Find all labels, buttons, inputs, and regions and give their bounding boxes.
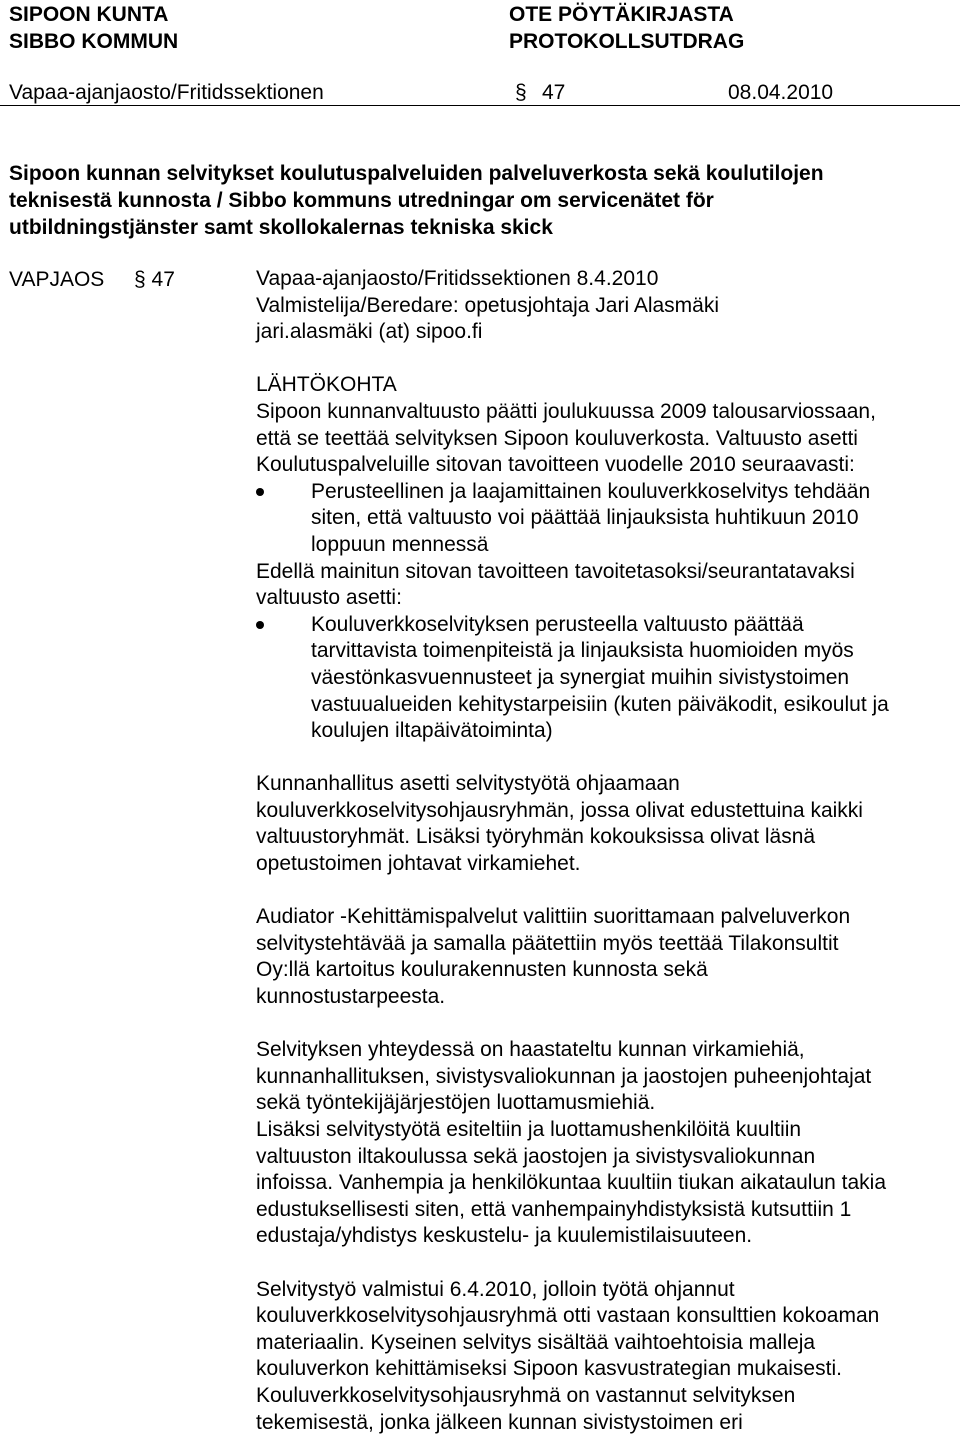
text-line: Oy:llä kartoitus koulurakennusten kunnosta sekä — [256, 958, 708, 982]
item-section-mark: § — [134, 268, 146, 291]
text-line: loppuun mennessä — [311, 532, 489, 556]
meeting-reference: Vapaa-ajanjaosto/Fritidssektionen 8.4.2010 — [256, 267, 659, 290]
text-line: edustaja/yhdistys keskustelu- ja kuulemistilaisuuteen. — [256, 1224, 753, 1248]
item-title-line: Sipoon kunnan selvitykset koulutuspalveluiden palveluverkosta sekä koulutilojen — [9, 162, 824, 185]
item-title-line: utbildningstjänster samt skollokalernas tekniska skick — [9, 216, 553, 239]
text-line: Kouluverkkoselvitysohjausryhmä on vastannut selvityksen — [256, 1383, 796, 1407]
paragraph — [256, 904, 956, 1010]
text-line: sekä työntekijäjärjestöjen luottamusmiehiä. — [256, 1091, 656, 1115]
text-line: Audiator -Kehittämispalvelut valittiin suorittamaan palveluverkon — [256, 905, 851, 929]
paragraph — [256, 1277, 956, 1436]
text-line: koulujen iltapäivätoiminta) — [311, 719, 553, 743]
text-line: tekemisestä, jonka jälkeen kunnan sivistystoimen eri — [256, 1410, 743, 1434]
preparer: Valmistelija/Beredare: opetusjohtaja Jari Alasmäki — [256, 293, 720, 317]
text-line: Edellä mainitun sitovan tavoitteen tavoitetasoksi/seurantatavaksi — [256, 559, 855, 583]
municipality-name-sv: SIBBO KOMMUN — [9, 30, 179, 53]
item-title — [9, 160, 949, 241]
section-heading: LÄHTÖKOHTA — [256, 373, 397, 397]
text-line: kouluverkkoselvitysohjausryhmän, jossa olivat edustettuina kaikki — [256, 798, 863, 822]
text-line: siten, että valtuusto voi päättää linjauksista huhtikuun 2010 — [311, 506, 859, 530]
bullet-icon — [256, 621, 264, 629]
text-line: valtuustoryhmät. Lisäksi työryhmän kokouksissa olivat läsnä — [256, 825, 816, 849]
header-rule — [0, 105, 960, 106]
text-line: Perusteellinen ja laajamittainen kouluverkkoselvitys tehdään — [311, 479, 871, 503]
item-title-line: teknisestä kunnosta / Sibbo kommuns utredningar om servicenätet för — [9, 189, 714, 212]
text-line: kouluverkkoselvitysohjausryhmä otti vastaan konsulttien kokoaman — [256, 1304, 880, 1328]
section-number: 47 — [542, 81, 566, 104]
text-line: Lisäksi selvitystyötä esiteltiin ja luottamushenkilöitä kuultiin — [256, 1118, 802, 1141]
bullet-item — [256, 479, 956, 559]
bullet-item — [256, 612, 956, 745]
item-reference — [9, 266, 175, 293]
text-line: valtuuston iltakoulussa sekä jaostojen ja sivistysvaliokunnan — [256, 1144, 816, 1168]
text-line: että se teettää selvityksen Sipoon kouluverkosta. Valtuusto asetti — [256, 426, 858, 450]
item-label: VAPJAOS — [9, 268, 105, 291]
text-line: Koulutuspalveluille sitovan tavoitteen vuodelle 2010 seuraavasti: — [256, 453, 855, 477]
text-line: Kunnanhallitus asetti selvitystyötä ohjaamaan — [256, 772, 680, 796]
paragraph — [256, 399, 956, 479]
text-line: selvitystehtävää ja samalla päätettiin myös teettää Tilakonsultit — [256, 931, 839, 955]
text-line: Kouluverkkoselvityksen perusteella valtuusto päättää — [311, 612, 804, 636]
municipality-name-fi: SIPOON KUNTA — [9, 3, 169, 26]
bullet-icon — [256, 488, 264, 496]
text-line: edustuksellisesti siten, että vanhempainyhdistyksistä kutsuttiin 1 — [256, 1197, 852, 1221]
text-line: Selvitystyö valmistui 6.4.2010, jolloin työtä ohjannut — [256, 1277, 735, 1301]
text-line: kunnanhallituksen, sivistysvaliokunnan ja jaostojen puheenjohtajat — [256, 1064, 872, 1088]
text-line: materiaalin. Kyseinen selvitys sisältää vaihtoehtoisia malleja — [256, 1330, 816, 1354]
text-line: kunnostustarpeesta. — [256, 985, 446, 1009]
running-header — [9, 79, 960, 106]
paragraph — [256, 1037, 956, 1250]
paragraph — [256, 771, 956, 877]
text-line: tarvittavista toimenpiteistä ja linjauksista huomioiden myös — [311, 639, 854, 663]
municipality-name — [9, 1, 178, 55]
document-type-sv: PROTOKOLLSUTDRAG — [509, 30, 745, 53]
document-type — [509, 1, 744, 55]
paragraph — [256, 559, 956, 612]
section-mark: § — [515, 81, 527, 104]
preparer-email: jari.alasmäki (at) sipoo.fi — [256, 320, 483, 344]
item-body — [256, 266, 956, 1436]
section-name: Vapaa-ajanjaosto/Fritidssektionen — [9, 81, 324, 104]
document-type-fi: OTE PÖYTÄKIRJASTA — [509, 3, 734, 26]
text-line: kouluverkon kehittämiseksi Sipoon kasvustrategian mukaisesti. — [256, 1357, 842, 1381]
text-line: infoissa. Vanhempia ja henkilökuntaa kuultiin tiukan aikataulun takia — [256, 1171, 887, 1195]
text-line: Sipoon kunnanvaltuusto päätti joulukuussa 2009 talousarviossaan, — [256, 399, 876, 423]
text-line: opetustoimen johtavat virkamiehet. — [256, 852, 581, 876]
text-line: valtuusto asetti: — [256, 586, 402, 610]
item-number: 47 — [151, 268, 175, 291]
meeting-date: 08.04.2010 — [728, 81, 834, 104]
text-line: väestönkasvuennusteet ja synergiat muihin sivistystoimen — [311, 665, 850, 689]
text-line: Selvityksen yhteydessä on haastateltu kunnan virkamiehiä, — [256, 1038, 805, 1062]
text-line: vastuualueiden kehitystarpeisiin (kuten päiväkodit, esikoulut ja — [311, 692, 889, 716]
